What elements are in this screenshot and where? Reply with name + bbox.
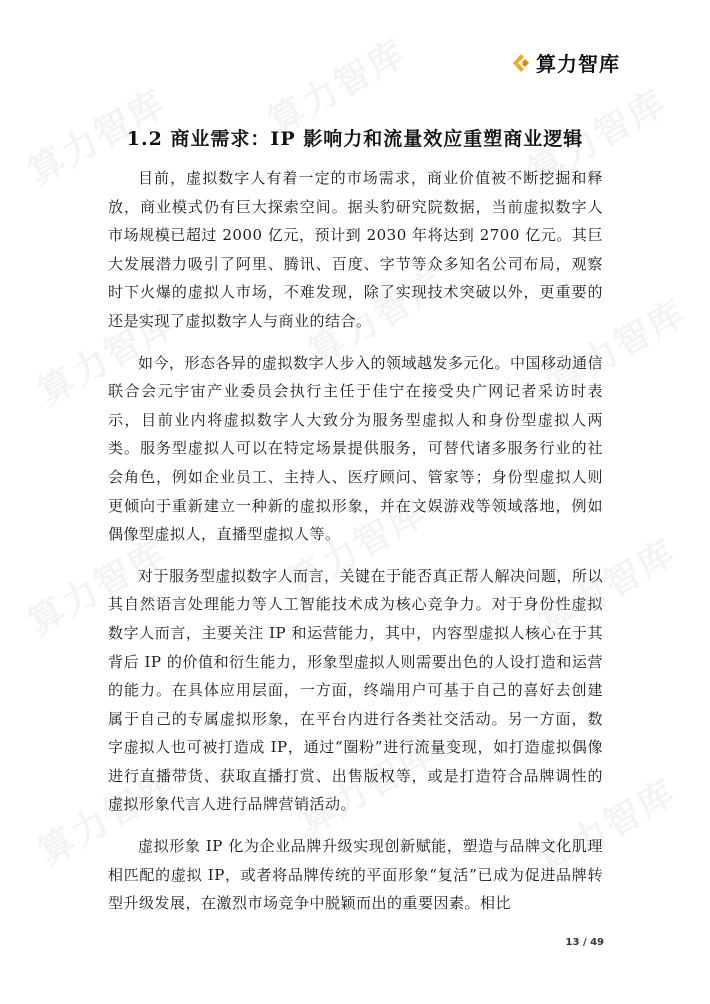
paragraph: 虚拟形象 IP 化为企业品牌升级实现创新赋能，塑造与品牌文化肌理相匹配的虚拟 IP，或者将品牌传统的平面形象“复活”已成为促进品牌转型升级发展，在激烈市场竞争中脱颖而出的重要因素。相比 xyxy=(108,837,603,913)
paragraph: 对于服务型虚拟数字人而言，关键在于能否真正帮人解决问题，所以其自然语言处理能力等人工智能技术成为核心竞争力。对于身份性虚拟数字人而言，主要关注 IP 和运营能力，其中，内容型虚拟人核心在于其背后 IP 的价值和衍生能力，形象型虚拟人则需要出色的人设打造和运营的能力。在具体应用层面，一方面，终端用户可基于自己的喜好去创建属于自己的专属虚拟形象，在平台内进行各类社交活动。另一方面，数字虚拟人也可被打造成 IP，通过“圈粉”进行流量变现，如打造虚拟偶像进行直播带货、获取直播打赏、出售版权等，或是打造符合品牌调性的虚拟形象代言人进行品牌营销活动。 xyxy=(108,566,604,814)
paragraph: 目前，虚拟数字人有着一定的市场需求，商业价值被不断挖掘和释放，商业模式仍有巨大探索空间。据头豹研究院数据，当前虚拟数字人市场规模已超过 2000 亿元，预计到 2030 年将达到 2700 亿元。其巨大发展潜力吸引了阿里、腾讯、百度、字节等众多知名公司布局，观察时下火爆的虚拟人市场，不难发现，除了实现技术突破以外，更重要的还是实现了虚拟数字人与商业的结合。 xyxy=(108,169,603,330)
brand-logo xyxy=(510,48,620,77)
section-title: 1.2 商业需求：IP 影响力和流量效应重塑商业逻辑 xyxy=(126,128,584,150)
brand-logo-text: 算力智库 xyxy=(536,52,620,76)
page-number: 13 / 49 xyxy=(565,937,604,948)
paragraph: 如今，形态各异的虚拟数字人步入的领域越发多元化。中国移动通信联合会元宇宙产业委员会执行主任于佳宁在接受央广网记者采访时表示，目前业内将虚拟数字人大致分为服务型虚拟人和身份型虚拟人两类。服务型虚拟人可以在特定场景提供服务，可替代诸多服务行业的社会角色，例如企业员工、主持人、医疗顾问、管家等；身份型虚拟人则更倾向于重新建立一种新的虚拟形象，并在文娱游戏等领域落地，例如偶像型虚拟人，直播型虚拟人等。 xyxy=(108,353,604,544)
body-text xyxy=(108,164,603,931)
brand-logo-icon xyxy=(510,53,530,73)
